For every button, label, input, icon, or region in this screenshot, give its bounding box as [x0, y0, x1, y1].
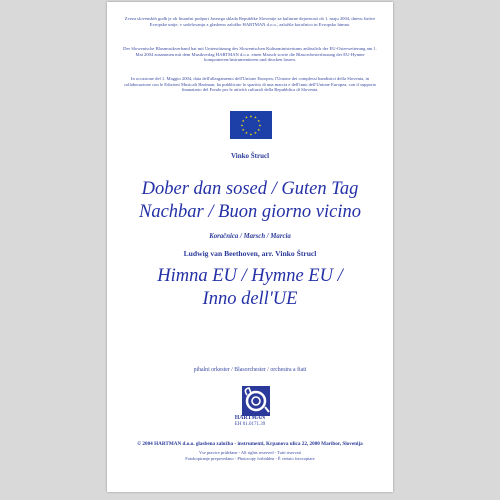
flag-star: ★ [258, 123, 262, 128]
arrangement-credit: Ludwig van Beethoven, arr. Vinko Štrucl [183, 249, 317, 258]
footer-rights: Vse pravice pridržane - All rights reserved - Tutti riservati [198, 450, 302, 455]
genre-label: Koračnica / Marsch / Marcia [209, 233, 291, 240]
publisher-name: HARTMAN [234, 415, 266, 421]
flag-star: ★ [249, 114, 253, 119]
anthem-title-line-1: Himna EU / Hymne EU / [157, 266, 343, 286]
flag-star: ★ [244, 131, 249, 136]
catalog-number: EH 01.0171.39 [234, 422, 266, 427]
footer-copyright: © 2004 HARTMAN d.o.o. glasbena založba - instrumenti, Krpanova ulica 22, 2000 Maribor, Slovenija [137, 441, 363, 447]
intro-slovenian: Zvezа slovenskih godb je ob finančni podpori Javnega sklada Republike Slovenije za kulturne dejavnosti ob 1. maju 2004, dnevu širitve Evropske unije, v sodelovanju z glasbeno založbo HARTMAN d.o.o., založila koračnico in Evropsko himno. [124, 16, 376, 27]
eu-flag-icon [230, 111, 272, 139]
march-title-line-1: Dober dan sosed / Guten Tag [141, 179, 359, 199]
flag-star: ★ [253, 131, 258, 136]
flag-star: ★ [257, 118, 261, 123]
flag-star: ★ [253, 115, 258, 120]
instrumentation: pihalni orkester / Blasorchester / orchestra a fiati [193, 367, 307, 373]
flag-star: ★ [241, 127, 245, 132]
march-title-line-2: Nachbar / Buon giorno vicino [139, 202, 361, 222]
footer-photocopy: Fotokopiranje prepovedano - Photocopy forbidden - È vietato fotocopiare [185, 456, 315, 461]
flag-star: ★ [257, 127, 261, 132]
flag-star: ★ [240, 123, 244, 128]
flag-star: ★ [244, 115, 249, 120]
flag-star: ★ [241, 118, 245, 123]
intro-italian: In occasione del 1. Maggio 2004, data dell'allargamento dell'Unione Europea, l'Unione dei complessi bandistici della Slovenia, in collaborazione con le Edizioni Musicali Hartman, ha pubblicato lo spartito di una marcia e dell'inno dell'Unione Europea, con il supporto finanziario del Fondo per le attività culturali della Repubblica di Slovenia. [123, 76, 377, 93]
intro-german: Der Slowenische Blasmusikverband hat mit Unterstützung des Slowenischen Kulturministeriums anlässlich der EU-Osterweiterung am 1. Mai 2004 zusammen mit dem Musikverlag HARTMAN d.o.o. einen Marsch sowie die Blasorchesterfassung der EU-Hymne komponieren/instrumentieren und drucken lassen. [123, 46, 377, 63]
score-cover-page [107, 2, 393, 492]
composer-name: Vinko Štrucl [230, 152, 270, 160]
flag-star: ★ [249, 132, 253, 137]
anthem-title-line-2: Inno dell'UE [202, 289, 298, 309]
